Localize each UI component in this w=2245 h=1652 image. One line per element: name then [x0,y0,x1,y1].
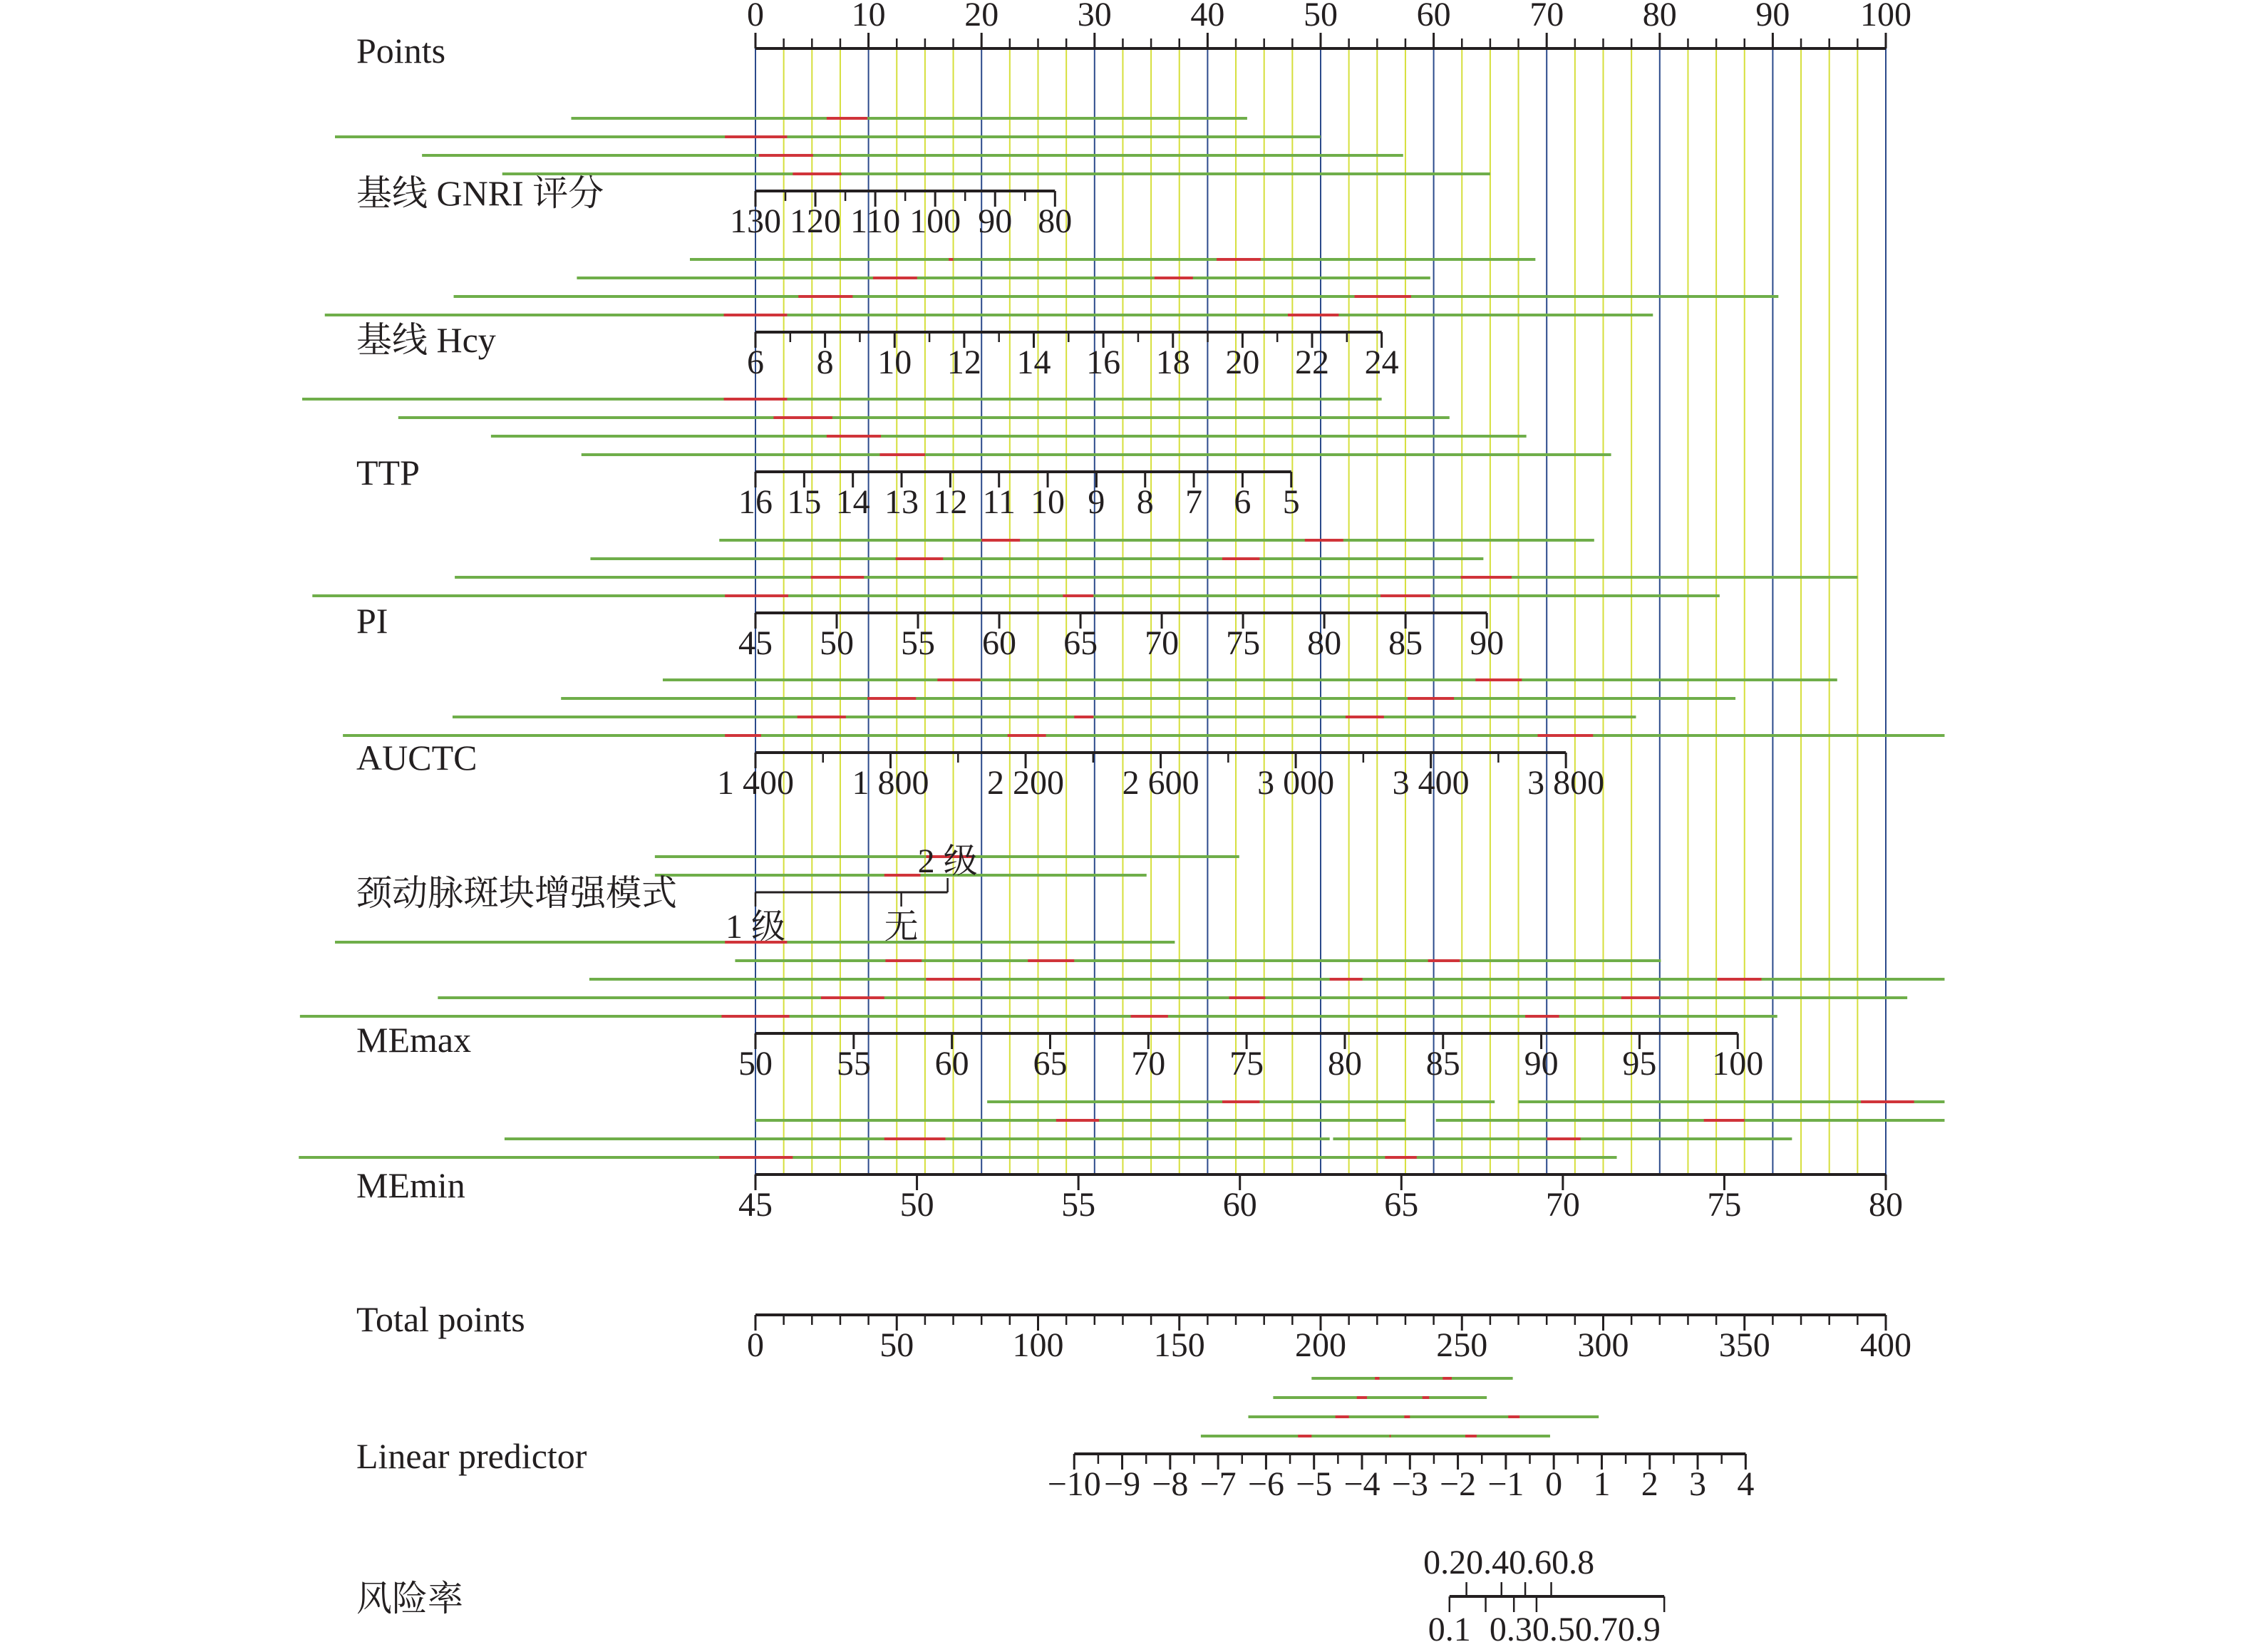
row-label-plaque: 颈动脉斑块增强模式 [356,873,677,913]
risk-above-labels: 0.20.40.60.8 [1423,1544,1595,1581]
tick-label: −9 [1104,1465,1141,1503]
tick-label: 5 [1282,483,1300,521]
tick-label: 16 [738,483,773,521]
row-label-total: Total points [356,1299,525,1339]
row-labels [356,31,677,1619]
tick-label: 400 [1860,1326,1911,1364]
tick-label: 100 [909,202,961,240]
tick-label: 75 [1229,1045,1264,1083]
tick-label: 12 [946,344,981,381]
tick-label: 3 [1689,1465,1707,1503]
tick-label: 8 [1136,483,1154,521]
tick-label: 40 [1190,0,1225,33]
category-label: 无 [884,908,919,946]
tick-label: 50 [1304,0,1338,33]
row-label-lp: Linear predictor [356,1436,587,1476]
tick-label: 80 [1038,202,1073,240]
tick-label: 50 [879,1326,914,1364]
tick-label: 2 600 [1122,764,1199,802]
tick-label: 60 [1416,0,1451,33]
tick-label: 10 [877,344,912,381]
tick-label: 55 [836,1045,871,1083]
row-label-points: Points [356,31,446,71]
tick-label: −6 [1247,1465,1284,1503]
tick-label: 50 [738,1045,773,1083]
tick-label: 200 [1295,1326,1346,1364]
tick-label: 250 [1436,1326,1488,1364]
tick-label: 11 [982,483,1016,521]
tick-label: −1 [1487,1465,1524,1503]
tick-label: 90 [1470,624,1505,662]
tick-label: 70 [1131,1045,1166,1083]
tick-label: 350 [1718,1326,1770,1364]
risk-below-label: 0.30.50.70.9 [1489,1611,1661,1648]
tick-label: 110 [850,202,901,240]
tick-label: 70 [1545,1186,1580,1224]
tick-label: 85 [1425,1045,1460,1083]
tick-label: 3 400 [1392,764,1470,802]
tick-label: 75 [1707,1186,1742,1224]
tick-label: 10 [1031,483,1065,521]
tick-label: 6 [1234,483,1251,521]
tick-label: 15 [787,483,822,521]
tick-label: −4 [1343,1465,1380,1503]
tick-label: 90 [1524,1045,1559,1083]
tick-label: 2 [1641,1465,1658,1503]
tick-label: 55 [1061,1186,1096,1224]
tick-label: 22 [1295,344,1330,381]
tick-label: 60 [982,624,1017,662]
tick-label: 100 [1712,1045,1764,1083]
tick-label: 80 [1869,1186,1903,1224]
tick-label: 65 [1063,624,1098,662]
tick-label: 18 [1155,344,1190,381]
tick-label: 4 [1737,1465,1755,1503]
row-label-pi: PI [356,601,388,641]
tick-label: 65 [1384,1186,1419,1224]
tick-label: 60 [934,1045,969,1083]
tick-label: 45 [738,1186,773,1224]
tick-label: 90 [1755,0,1790,33]
tick-label: 55 [901,624,936,662]
row-label-ttp: TTP [356,453,420,492]
row-label-memin: MEmin [356,1165,465,1205]
tick-label: 300 [1577,1326,1629,1364]
tick-label: 0 [747,0,764,33]
tick-label: 45 [738,624,773,662]
tick-label: 80 [1327,1045,1362,1083]
tick-label: 14 [835,483,870,521]
tick-label: 8 [816,344,834,381]
category-label: 1 级 [725,908,786,946]
row-label-risk: 风险率 [356,1579,463,1619]
category-label: 2 级 [917,842,978,880]
row-label-hcy: 基线 Hcy [356,320,496,360]
tick-label: 24 [1364,344,1399,381]
tick-label: 75 [1226,624,1261,662]
tick-label: 50 [899,1186,934,1224]
tick-label: 100 [1860,0,1911,33]
row-label-gnri: 基线 GNRI 评分 [356,173,604,213]
tick-label: 10 [851,0,886,33]
tick-label: 0 [747,1326,764,1364]
tick-label: 80 [1642,0,1677,33]
row-label-memax: MEmax [356,1020,472,1060]
tick-label: −7 [1199,1465,1237,1503]
tick-label: 1 800 [852,764,929,802]
tick-label: 13 [884,483,919,521]
tick-label: 70 [1529,0,1564,33]
tick-label: 60 [1222,1186,1257,1224]
tick-label: 150 [1153,1326,1205,1364]
tick-label: −5 [1296,1465,1333,1503]
tick-label: −3 [1391,1465,1428,1503]
tick-label: 90 [978,202,1013,240]
tick-label: 130 [730,202,781,240]
tick-label: 120 [790,202,842,240]
tick-label: 70 [1145,624,1180,662]
tick-label: 12 [933,483,968,521]
tick-label: 14 [1016,344,1051,381]
tick-label: 3 800 [1527,764,1605,802]
row-label-auctc: AUCTC [356,738,478,778]
tick-label: 1 400 [717,764,794,802]
tick-label: 95 [1622,1045,1657,1083]
tick-label: 9 [1088,483,1105,521]
tick-label: 30 [1077,0,1112,33]
tick-label: 7 [1185,483,1203,521]
tick-label: 85 [1388,624,1423,662]
tick-label: 1 [1593,1465,1611,1503]
tick-label: 16 [1086,344,1121,381]
tick-label: 65 [1033,1045,1068,1083]
tick-label: 0 [1545,1465,1563,1503]
tick-label: 100 [1012,1326,1064,1364]
tick-label: 20 [1225,344,1260,381]
tick-label: −2 [1440,1465,1477,1503]
risk-below-label: 0.1 [1428,1611,1471,1648]
tick-label: −10 [1047,1465,1101,1503]
tick-label: −8 [1152,1465,1189,1503]
tick-label: 2 200 [987,764,1065,802]
tick-label: 50 [820,624,855,662]
tick-label: 20 [964,0,999,33]
tick-label: 3 000 [1257,764,1335,802]
tick-label: 80 [1307,624,1342,662]
tick-label: 6 [747,344,764,381]
